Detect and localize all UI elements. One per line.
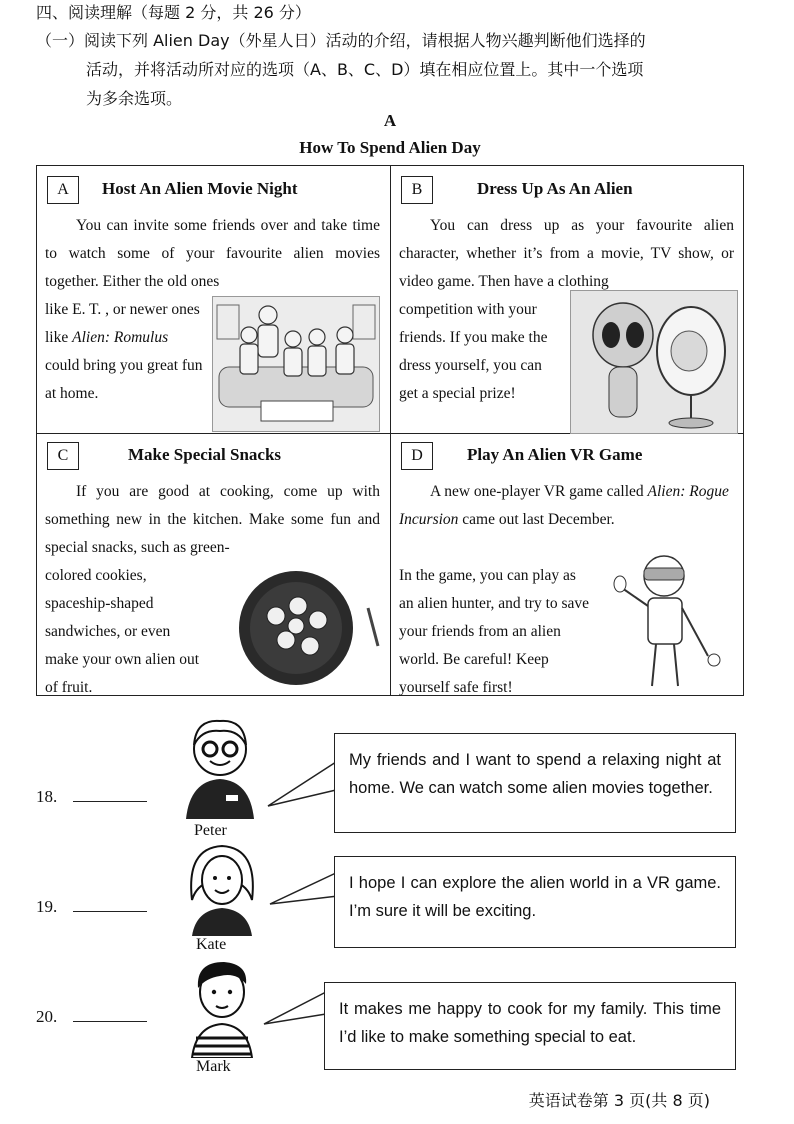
answer-blank-20[interactable] [73,1007,147,1022]
movie-night-image [212,296,380,432]
option-b-text: You can dress up as your favourite alien character, whether it’s from a movie, TV show, or video game. Then have a clothing [399,217,734,290]
option-a-text: You can invite some friends over and take time to watch some of your favourite alien movies together. Either the old ones [45,217,380,290]
grid-divider-vertical [390,165,391,696]
peter-name: Peter [194,822,227,839]
page-footer: 英语试卷第 3 页(共 8 页) [528,1091,710,1110]
answer-blank-18[interactable] [73,787,147,802]
vr-player-image [604,546,734,692]
mark-speech-bubble: It makes me happy to cook for my family. This time I’d like to make something special to eat. [324,982,736,1070]
option-a-letter: A [47,176,79,204]
answer-blank-19[interactable] [73,897,147,912]
intro-line-1: （一）阅读下列 Alien Day（外星人日）活动的介绍，请根据人物兴趣判断他们选择的 [36,31,646,50]
section-intro [36,26,756,113]
intro-line-3: 为多余选项。 [86,89,183,108]
passage-title: How To Spend Alien Day [299,138,481,157]
question-19: 19. [36,897,147,917]
kate-name: Kate [196,936,227,953]
question-18: 18. [36,787,147,807]
passage-label: A [383,111,397,130]
mark-name: Mark [196,1058,231,1075]
option-d-text-side: In the game, you can play as an alien hunter, and try to save your friends from an alien world. Be careful! Keep yourself safe first! [399,567,590,696]
option-c-title: Make Special Snacks [128,445,282,464]
mark-bubble-tail [262,990,328,1047]
option-c-text-side: colored cookies, spaceship-shaped sandwiches, or even make your own alien out of fruit. [45,567,200,696]
option-b-title: Dress Up As An Alien [477,179,633,198]
snacks-plate-image [232,568,382,688]
option-a-text-side: like E. T. , or newer ones like Alien: Romulus could bring you great fun at home. [45,301,203,402]
option-c-text: If you are good at cooking, come up with something new in the kitchen. Make some fun and special snacks, such as green- [45,483,380,556]
kate-avatar [182,840,262,936]
peter-avatar [180,715,260,820]
kate-bubble-tail [268,870,340,927]
option-b-text-side: competition with your friends. If you make the dress yourself, you can get a special prize! [399,301,548,402]
kate-speech-bubble: I hope I can explore the alien world in a VR game. I’m sure it will be exciting. [334,856,736,948]
option-c-letter: C [47,442,79,470]
option-d-title: Play An Alien VR Game [467,445,643,464]
peter-speech-bubble: My friends and I want to spend a relaxing night at home. We can watch some alien movies together. [334,733,736,833]
option-d-letter: D [401,442,433,470]
mark-avatar [184,958,264,1058]
option-b-letter: B [401,176,433,204]
peter-bubble-tail [266,760,338,817]
option-a-title: Host An Alien Movie Night [102,179,298,198]
section-heading: 四、阅读理解（每题 2 分，共 26 分） [36,3,311,22]
question-20: 20. [36,1007,147,1027]
alien-mirror-image [570,290,738,434]
intro-line-2: 活动，并将活动所对应的选项（A、B、C、D）填在相应位置上。其中一个选项 [86,60,644,79]
option-d-text: A new one-player VR game called Alien: Rogue Incursion came out last December. [399,483,729,528]
